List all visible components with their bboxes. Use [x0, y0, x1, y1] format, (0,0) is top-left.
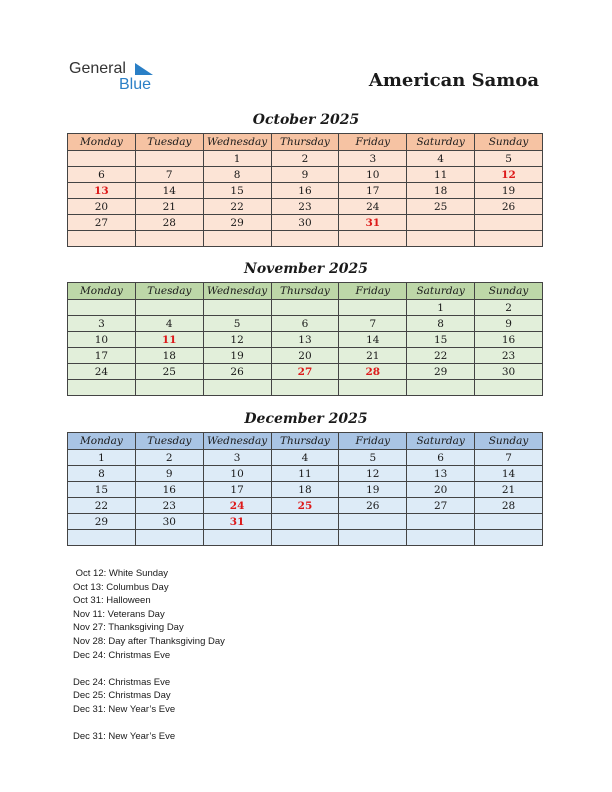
day-cell: 12 — [339, 466, 407, 482]
day-cell: 25 — [271, 498, 339, 514]
day-cell: 6 — [407, 450, 475, 466]
day-cell: 31 — [203, 514, 271, 530]
day-cell: 20 — [407, 482, 475, 498]
week-row — [68, 167, 543, 183]
weekday-header-row — [68, 134, 543, 151]
day-cell: 7 — [475, 450, 543, 466]
day-cell — [68, 231, 136, 247]
day-cell: 14 — [475, 466, 543, 482]
day-cell: 8 — [68, 466, 136, 482]
week-row — [68, 466, 543, 482]
month-title-oct: October 2025 — [252, 112, 360, 128]
notes-spacer — [73, 717, 225, 731]
week-row — [68, 332, 543, 348]
day-cell: 30 — [135, 514, 203, 530]
day-cell — [475, 530, 543, 546]
day-cell — [68, 300, 136, 316]
day-cell — [339, 380, 407, 396]
logo-text-blue: Blue — [119, 76, 152, 93]
day-cell — [68, 151, 136, 167]
week-row — [68, 316, 543, 332]
day-cell: 4 — [271, 450, 339, 466]
holiday-notes — [73, 567, 225, 744]
day-cell — [271, 231, 339, 247]
holiday-note: Nov 27: Thanksgiving Day — [73, 622, 184, 634]
day-cell: 9 — [271, 167, 339, 183]
weekday-header: Friday — [339, 283, 407, 300]
day-cell: 26 — [339, 498, 407, 514]
weekday-header: Saturday — [407, 433, 475, 450]
logo-text-general: General — [69, 60, 126, 77]
day-cell — [339, 514, 407, 530]
weekday-header: Sunday — [475, 134, 543, 151]
weekday-header: Wednesday — [203, 134, 271, 151]
day-cell: 19 — [203, 348, 271, 364]
weekday-header: Monday — [68, 134, 136, 151]
day-cell: 16 — [135, 482, 203, 498]
weekday-header: Sunday — [475, 283, 543, 300]
day-cell — [271, 530, 339, 546]
day-cell: 5 — [339, 450, 407, 466]
day-cell: 1 — [68, 450, 136, 466]
day-cell: 2 — [135, 450, 203, 466]
week-row — [68, 530, 543, 546]
week-row — [68, 300, 543, 316]
day-cell: 26 — [203, 364, 271, 380]
weekday-header: Tuesday — [135, 283, 203, 300]
day-cell: 11 — [407, 167, 475, 183]
day-cell: 23 — [271, 199, 339, 215]
holiday-note: Dec 31: New Year’s Eve — [73, 703, 176, 715]
day-cell: 9 — [475, 316, 543, 332]
logo-flag-icon — [133, 63, 153, 77]
day-cell — [203, 300, 271, 316]
month-title-nov: November 2025 — [244, 261, 368, 277]
week-row — [68, 199, 543, 215]
day-cell — [475, 215, 543, 231]
day-cell: 30 — [271, 215, 339, 231]
holiday-note: Nov 11: Veterans Day — [73, 608, 165, 620]
day-cell: 15 — [68, 482, 136, 498]
calendar-oct — [67, 133, 543, 247]
day-cell: 17 — [339, 183, 407, 199]
day-cell — [475, 514, 543, 530]
day-cell: 1 — [203, 151, 271, 167]
week-row — [68, 183, 543, 199]
day-cell — [135, 300, 203, 316]
week-row — [68, 151, 543, 167]
day-cell — [407, 514, 475, 530]
day-cell: 8 — [203, 167, 271, 183]
day-cell — [135, 530, 203, 546]
day-cell: 17 — [68, 348, 136, 364]
day-cell: 14 — [339, 332, 407, 348]
day-cell: 31 — [339, 215, 407, 231]
day-cell — [339, 231, 407, 247]
day-cell: 3 — [203, 450, 271, 466]
weekday-header: Monday — [68, 433, 136, 450]
weekday-header: Friday — [339, 134, 407, 151]
day-cell: 13 — [271, 332, 339, 348]
day-cell: 10 — [68, 332, 136, 348]
day-cell: 29 — [68, 514, 136, 530]
holiday-note: Dec 24: Christmas Eve — [73, 676, 171, 688]
day-cell — [135, 380, 203, 396]
day-cell: 18 — [135, 348, 203, 364]
day-cell: 18 — [271, 482, 339, 498]
day-cell — [407, 380, 475, 396]
weekday-header: Wednesday — [203, 433, 271, 450]
calendar-nov — [67, 282, 543, 396]
day-cell: 10 — [203, 466, 271, 482]
holiday-note: Dec 31: New Year’s Eve — [73, 731, 176, 743]
weekday-header-row — [68, 283, 543, 300]
day-cell: 14 — [135, 183, 203, 199]
day-cell: 23 — [475, 348, 543, 364]
weekday-header: Thursday — [271, 433, 339, 450]
day-cell: 11 — [135, 332, 203, 348]
day-cell: 19 — [339, 482, 407, 498]
day-cell: 22 — [203, 199, 271, 215]
day-cell: 30 — [475, 364, 543, 380]
holiday-note: Dec 25: Christmas Day — [73, 690, 171, 702]
day-cell: 5 — [203, 316, 271, 332]
day-cell: 24 — [339, 199, 407, 215]
day-cell — [271, 300, 339, 316]
day-cell — [407, 231, 475, 247]
day-cell: 4 — [407, 151, 475, 167]
weekday-header-row — [68, 433, 543, 450]
day-cell: 13 — [407, 466, 475, 482]
calendar-dec — [67, 432, 543, 546]
day-cell: 25 — [407, 199, 475, 215]
week-row — [68, 215, 543, 231]
day-cell: 21 — [339, 348, 407, 364]
day-cell: 18 — [407, 183, 475, 199]
day-cell — [407, 215, 475, 231]
day-cell: 27 — [407, 498, 475, 514]
week-row — [68, 498, 543, 514]
day-cell: 10 — [339, 167, 407, 183]
day-cell: 27 — [271, 364, 339, 380]
day-cell: 12 — [203, 332, 271, 348]
day-cell — [271, 380, 339, 396]
day-cell: 3 — [339, 151, 407, 167]
week-row — [68, 231, 543, 247]
week-row — [68, 364, 543, 380]
day-cell — [475, 231, 543, 247]
day-cell: 27 — [68, 215, 136, 231]
holiday-note: Oct 13: Columbus Day — [73, 581, 169, 593]
day-cell — [407, 530, 475, 546]
day-cell — [203, 231, 271, 247]
day-cell: 5 — [475, 151, 543, 167]
holiday-note: Dec 24: Christmas Eve — [73, 649, 171, 661]
weekday-header: Saturday — [407, 283, 475, 300]
day-cell: 19 — [475, 183, 543, 199]
day-cell — [203, 530, 271, 546]
weekday-header: Friday — [339, 433, 407, 450]
country-title: American Samoa — [368, 70, 539, 91]
holiday-note: Oct 31: Halloween — [73, 595, 151, 607]
week-row — [68, 450, 543, 466]
day-cell: 6 — [68, 167, 136, 183]
day-cell — [271, 514, 339, 530]
day-cell — [339, 300, 407, 316]
day-cell: 15 — [203, 183, 271, 199]
day-cell: 1 — [407, 300, 475, 316]
holiday-note: Oct 12: White Sunday — [73, 568, 169, 579]
week-row — [68, 482, 543, 498]
day-cell: 25 — [135, 364, 203, 380]
day-cell: 29 — [407, 364, 475, 380]
weekday-header: Thursday — [271, 283, 339, 300]
logo — [69, 60, 169, 96]
day-cell: 4 — [135, 316, 203, 332]
day-cell: 3 — [68, 316, 136, 332]
day-cell: 17 — [203, 482, 271, 498]
day-cell — [135, 231, 203, 247]
weekday-header: Saturday — [407, 134, 475, 151]
week-row — [68, 514, 543, 530]
weekday-header: Monday — [68, 283, 136, 300]
day-cell — [339, 530, 407, 546]
day-cell: 26 — [475, 199, 543, 215]
day-cell: 13 — [68, 183, 136, 199]
day-cell — [68, 530, 136, 546]
day-cell: 8 — [407, 316, 475, 332]
day-cell: 20 — [271, 348, 339, 364]
day-cell: 7 — [135, 167, 203, 183]
day-cell: 28 — [475, 498, 543, 514]
weekday-header: Tuesday — [135, 134, 203, 151]
notes-spacer — [73, 662, 225, 676]
week-row — [68, 348, 543, 364]
day-cell: 21 — [475, 482, 543, 498]
day-cell — [135, 151, 203, 167]
day-cell: 22 — [68, 498, 136, 514]
weekday-header: Sunday — [475, 433, 543, 450]
day-cell: 2 — [475, 300, 543, 316]
day-cell: 16 — [271, 183, 339, 199]
day-cell: 15 — [407, 332, 475, 348]
day-cell — [203, 380, 271, 396]
day-cell: 9 — [135, 466, 203, 482]
weekday-header: Tuesday — [135, 433, 203, 450]
week-row — [68, 380, 543, 396]
day-cell: 22 — [407, 348, 475, 364]
day-cell — [68, 380, 136, 396]
day-cell: 24 — [203, 498, 271, 514]
day-cell: 20 — [68, 199, 136, 215]
day-cell: 29 — [203, 215, 271, 231]
day-cell: 28 — [135, 215, 203, 231]
day-cell: 23 — [135, 498, 203, 514]
day-cell: 11 — [271, 466, 339, 482]
month-title-dec: December 2025 — [244, 411, 368, 427]
day-cell: 2 — [271, 151, 339, 167]
holiday-note: Nov 28: Day after Thanksgiving Day — [73, 635, 225, 647]
day-cell: 21 — [135, 199, 203, 215]
day-cell — [475, 380, 543, 396]
day-cell: 7 — [339, 316, 407, 332]
day-cell: 12 — [475, 167, 543, 183]
day-cell: 16 — [475, 332, 543, 348]
weekday-header: Wednesday — [203, 283, 271, 300]
day-cell: 6 — [271, 316, 339, 332]
day-cell: 24 — [68, 364, 136, 380]
weekday-header: Thursday — [271, 134, 339, 151]
day-cell: 28 — [339, 364, 407, 380]
